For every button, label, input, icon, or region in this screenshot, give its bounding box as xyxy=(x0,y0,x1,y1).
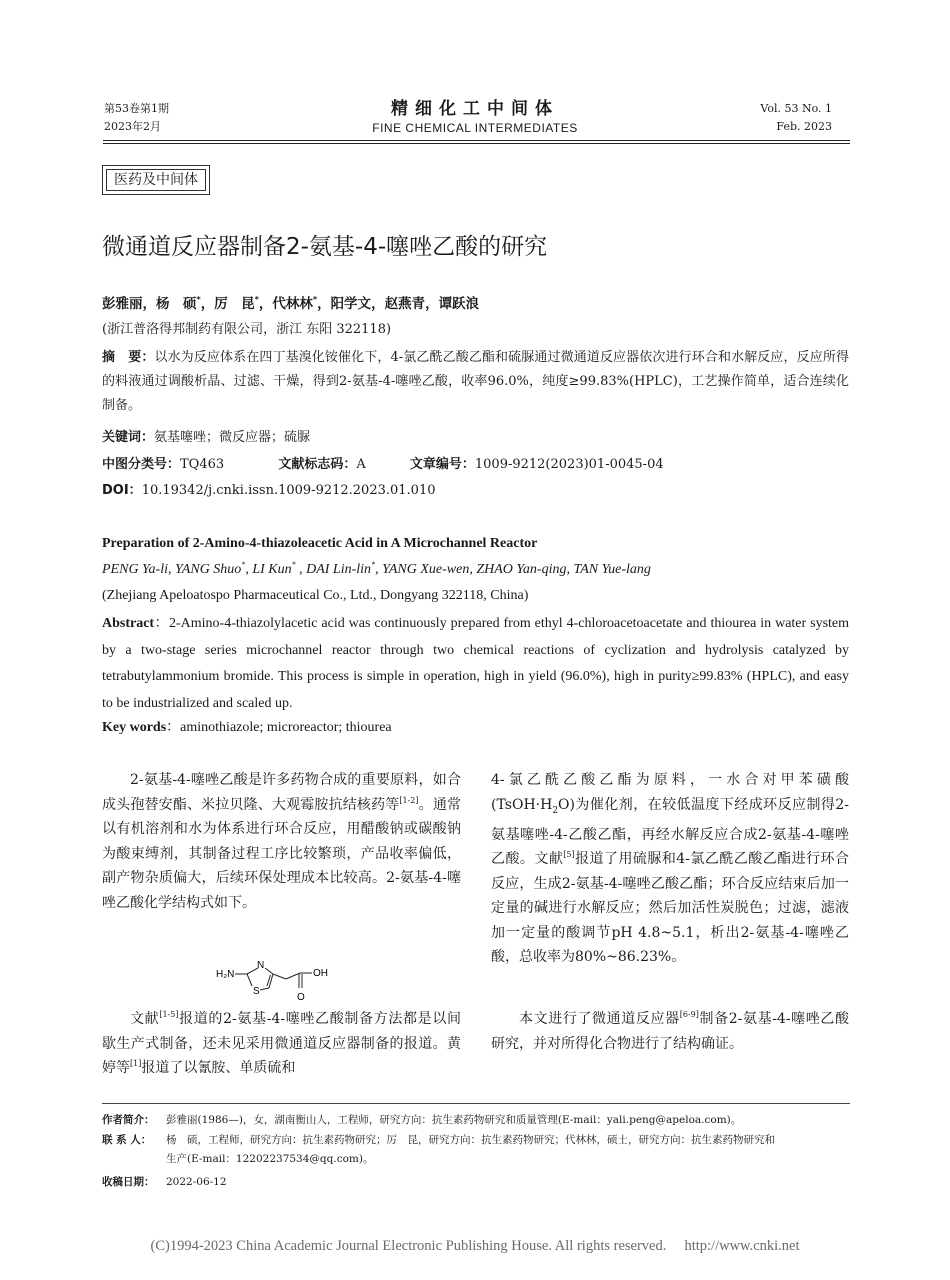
header-rule xyxy=(103,140,850,141)
author-name: ZHAO Yan-qing xyxy=(476,562,567,577)
corresponding-mark: * xyxy=(196,295,201,304)
author-separator: ， xyxy=(425,296,439,312)
corresponding-mark: * xyxy=(254,295,259,304)
author-separator: , xyxy=(245,562,253,577)
footnote-rule xyxy=(102,1103,850,1104)
journal-name-cn: 精细化工中间体 xyxy=(391,99,559,119)
paragraph-text: 2-氨基-4-噻唑乙酸是许多药物合成的重要原料，如合成头孢替安酯、米拉贝隆、大观霉胺抗结核药等 xyxy=(102,772,461,813)
body-paragraph-1 xyxy=(102,768,461,915)
paragraph-text: 报道了以氰胺、单质硫和 xyxy=(141,1060,296,1076)
contact-text-continued: 生产(E-mail：12202237534@qq.com)。 xyxy=(166,1153,374,1165)
body-paragraph-2 xyxy=(102,1007,461,1081)
body-paragraph-4 xyxy=(491,1007,849,1056)
author-name: 代林林 xyxy=(272,296,313,312)
body-paragraph-3 xyxy=(491,768,849,970)
author-name: 阳学文 xyxy=(330,296,372,312)
abstract xyxy=(102,346,849,418)
clc-label: 中图分类号： xyxy=(102,457,181,472)
paragraph-text: 报道的2-氨基-4-噻唑乙酸制备方法都是以间歇生产式制备，还未见采用微通道反应器制备的报道。黄婷等 xyxy=(102,1011,461,1076)
structure-hydroxyl-label: OH xyxy=(313,968,328,979)
citation: [6-9] xyxy=(679,1010,699,1019)
paragraph-text: 本文进行了微通道反应器 xyxy=(519,1011,680,1027)
doc-code-label: 文献标志码： xyxy=(278,457,357,472)
english-affiliation: (Zhejiang Apeloatospo Pharmaceutical Co., Ltd., Dongyang 322118, China) xyxy=(102,588,529,603)
copyright-footer: (C)1994-2023 China Academic Journal Electronic Publishing House. All rights reserved. http://www.cnki.net xyxy=(150,1238,800,1254)
affiliation: (浙江普洛得邦制药有限公司，浙江 东阳 322118) xyxy=(102,322,392,337)
bond xyxy=(286,973,300,979)
footnote-author xyxy=(102,1111,850,1130)
contact-text: 杨 硕，工程师，研究方向：抗生素药物研究；厉 昆，研究方向：抗生素药物研究；代林林，硕士，研究方向：抗生素药物研究和 xyxy=(166,1134,775,1146)
author-info-text: 彭雅丽(1986—)，女，湖南衡山人，工程师，研究方向：抗生素药物研究和质量管理(E-mail：yali.peng@apeloa.com)。 xyxy=(166,1114,742,1126)
clc-value: TQ463 xyxy=(180,457,225,472)
author-name: LI Kun xyxy=(252,562,292,577)
volume-issue-en: Vol. 53 No. 1 xyxy=(760,102,832,115)
author-separator: , xyxy=(469,562,477,577)
author-name: 赵燕青 xyxy=(384,296,426,312)
english-keywords-colon: ： xyxy=(166,720,181,735)
doi-value: 10.19342/j.cnki.issn.1009-9212.2023.01.010 xyxy=(141,483,436,498)
abstract-text: 以水为反应体系在四丁基溴化铵催化下，4-氯乙酰乙酸乙酯和硫脲通过微通道反应器依次进行环合和水解反应，反应所得的料液通过调酸析晶、过滤、干燥，得到2-氨基-4-噻唑乙酸，收率96.0%，纯度≥99.83%(HPLC)，工艺操作简单，适合连续化制备。 xyxy=(102,350,849,413)
corresponding-mark: * xyxy=(241,560,246,569)
english-abstract-label: Abstract xyxy=(102,616,155,631)
bond xyxy=(273,974,286,979)
doc-code-value: A xyxy=(356,457,366,472)
english-keywords-label: Key words xyxy=(102,720,167,735)
received-date: 2022-06-12 xyxy=(166,1176,227,1188)
article-number-label: 文章编号： xyxy=(409,457,475,472)
author-name: YANG Shuo xyxy=(175,562,242,577)
paragraph-text: 文献 xyxy=(130,1011,160,1027)
author-name: DAI Lin-lin xyxy=(306,562,372,577)
author-separator: ， xyxy=(258,296,273,312)
corresponding-mark: * xyxy=(371,560,376,569)
classification-line xyxy=(102,455,664,475)
header-rule-second xyxy=(103,143,850,144)
bond xyxy=(247,974,252,986)
abstract-label: 摘 要： xyxy=(102,350,155,365)
doi-line xyxy=(102,481,435,501)
issue-date: 2023年2月 xyxy=(104,120,161,133)
keywords-label: 关键词： xyxy=(102,430,155,445)
citation: [1-2] xyxy=(399,795,419,805)
bond xyxy=(269,974,273,988)
citation: [1] xyxy=(130,1059,142,1068)
author-name: 厉 昆 xyxy=(214,296,255,312)
article-title: 微通道反应器制备2-氨基-4-噻唑乙酸的研究 xyxy=(102,234,548,260)
author-name: 谭跃浪 xyxy=(438,296,480,312)
footnote-contact-cont xyxy=(102,1150,850,1169)
citation: [5] xyxy=(563,850,575,860)
corresponding-mark: * xyxy=(291,560,296,569)
paragraph-text: 制备2-氨基-4-噻唑乙酸研究，并对所得化合物进行了结构确证。 xyxy=(491,1011,850,1052)
paragraph-text: 。通常以有机溶剂和水为体系进行环合反应，用醋酸钠或碳酸钠为酸束缚剂，其制备过程工序比较繁琐，产品收率偏低，副产物杂质偏大，后续环保处理成本比较高。2-氨基-4-噻唑乙酸化学结构式如下。 xyxy=(102,796,461,911)
english-keywords xyxy=(102,718,392,738)
author-separator: , xyxy=(295,562,307,577)
keywords xyxy=(102,428,310,448)
author-name: TAN Yue-lang xyxy=(573,562,651,577)
author-separator: ， xyxy=(142,296,156,312)
issue-date-en: Feb. 2023 xyxy=(776,120,832,133)
author-name: 杨 硕 xyxy=(156,296,197,312)
contact-label: 联 系 人： xyxy=(102,1134,152,1146)
author-separator: ， xyxy=(371,296,385,312)
english-abstract-text: 2-Amino-4-thiazolylacetic acid was continuously prepared from ethyl 4-chloroacetoacetate and thiourea in water system by a two-stage series microchannel reactor through two chemical reactions of cyclization and hydrolysis catalyzed by tetrabutylammonium bromide. This process is simple in operation, high in yield (96.0%), high in purity≥99.83% (HPLC), and easy to be industrialized and scaled up. xyxy=(102,616,850,711)
doi-label: DOI： xyxy=(102,483,142,498)
english-title: Preparation of 2-Amino-4-thiazoleacetic Acid in A Microchannel Reactor xyxy=(102,536,538,551)
footnote-contact xyxy=(102,1131,850,1150)
author-list xyxy=(102,294,479,314)
header-right xyxy=(760,100,832,136)
chemical-structure xyxy=(216,960,336,1005)
english-abstract xyxy=(102,611,849,717)
english-abstract-colon: ： xyxy=(154,616,169,631)
author-separator: , xyxy=(566,562,574,577)
author-separator: ， xyxy=(200,296,215,312)
author-name: PENG Ya-li xyxy=(102,562,168,577)
keywords-text: 氨基噻唑；微反应器；硫脲 xyxy=(154,430,311,445)
english-keywords-text: aminothiazole; microreactor; thiourea xyxy=(180,720,392,735)
author-name: 彭雅丽 xyxy=(102,296,143,312)
structure-amine-label: H₂N xyxy=(216,969,235,980)
paragraph-text: 4-氯乙酰乙酸乙酯为原料，一水合对甲苯磺酸(TsOH·H xyxy=(491,772,849,813)
subscript: 2 xyxy=(552,805,559,816)
corresponding-mark: * xyxy=(312,295,318,304)
section-label-box xyxy=(102,165,210,195)
structure-nitrogen-label: N xyxy=(257,960,265,971)
volume-issue: 第53卷第1期 xyxy=(104,102,169,115)
author-name: YANG Xue-wen xyxy=(382,562,470,577)
english-author-list xyxy=(102,560,651,580)
author-separator: , xyxy=(375,562,383,577)
article-number-value: 1009-9212(2023)01-0045-04 xyxy=(474,457,664,472)
citation: [1-5] xyxy=(159,1010,179,1019)
author-separator: ， xyxy=(317,296,331,312)
author-separator: , xyxy=(168,562,175,577)
structure-sulfur-label: S xyxy=(253,986,260,997)
structure-oxygen-label: O xyxy=(297,992,305,1003)
bond xyxy=(265,968,273,974)
author-info-label: 作者简介： xyxy=(102,1114,155,1126)
paragraph-text: O)为催化剂，在较低温度下经成环反应制得2-氨基噻唑-4-乙酸乙酯，再经水解反应合成2-氨基-4-噻唑乙酸。文献 xyxy=(491,796,849,868)
journal-name-en: FINE CHEMICAL INTERMEDIATES xyxy=(372,121,578,135)
bond xyxy=(260,988,269,990)
received-label: 收稿日期： xyxy=(102,1176,155,1188)
footnote-received xyxy=(102,1173,850,1192)
section-label: 医药及中间体 xyxy=(106,169,206,191)
paragraph-text: 报道了用硫脲和4-氯乙酰乙酸乙酯进行环合反应，生成2-氨基-4-噻唑乙酸乙酯；环合反应结束后加一定量的碱进行水解反应；然后加活性炭脱色；过滤，滤液加一定量的酸调节pH 4.8~5.1，析出2-氨基-4-噻唑乙酸，总收率为80%~86.23%。 xyxy=(491,851,849,966)
